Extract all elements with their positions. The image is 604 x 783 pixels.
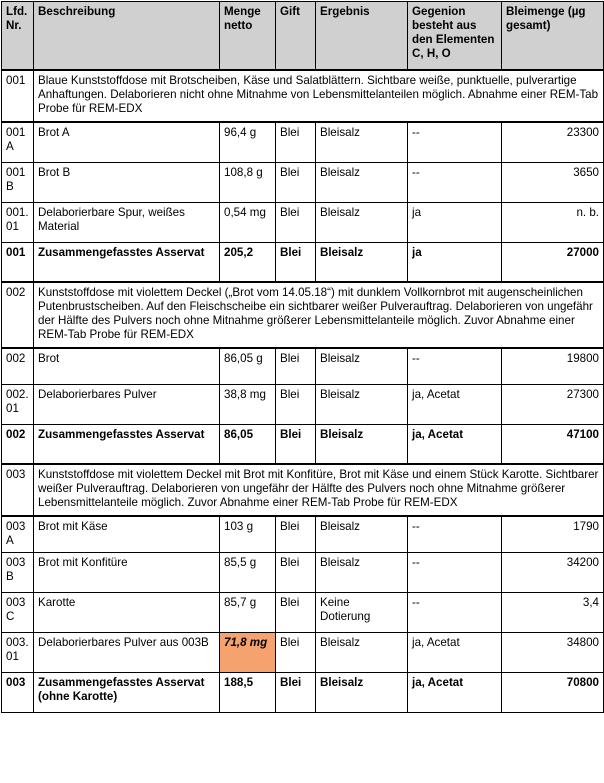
cell-gift: Blei xyxy=(276,162,316,202)
cell-ergebnis: Bleisalz xyxy=(316,673,408,713)
cell-nr: 001. 01 xyxy=(2,202,34,242)
cell-bleimenge: 27000 xyxy=(502,242,604,282)
group-description-row xyxy=(2,282,604,348)
table-row xyxy=(2,384,604,424)
cell-gegenion: -- xyxy=(408,593,502,633)
cell-menge: 96,4 g xyxy=(220,122,276,162)
cell-beschreibung: Brot mit Käse xyxy=(34,516,220,553)
cell-bleimenge: n. b. xyxy=(502,202,604,242)
cell-nr: 003 A xyxy=(2,516,34,553)
cell-nr: 002. 01 xyxy=(2,384,34,424)
cell-beschreibung: Zusammengefasstes Asservat xyxy=(34,424,220,464)
header-menge: Menge netto xyxy=(220,2,276,71)
group-nr: 001 xyxy=(2,70,34,122)
cell-ergebnis: Bleisalz xyxy=(316,633,408,673)
cell-nr: 003 B xyxy=(2,553,34,593)
cell-gift: Blei xyxy=(276,384,316,424)
cell-gift: Blei xyxy=(276,348,316,384)
header-lfd-nr: Lfd. Nr. xyxy=(2,2,34,71)
cell-gift: Blei xyxy=(276,202,316,242)
cell-beschreibung: Brot A xyxy=(34,122,220,162)
cell-beschreibung: Brot mit Konfitüre xyxy=(34,553,220,593)
cell-beschreibung: Delaborierbare Spur, weißes Material xyxy=(34,202,220,242)
cell-nr: 002 xyxy=(2,424,34,464)
cell-bleimenge: 19800 xyxy=(502,348,604,384)
cell-gegenion: ja xyxy=(408,242,502,282)
cell-menge: 108,8 g xyxy=(220,162,276,202)
cell-ergebnis: Bleisalz xyxy=(316,122,408,162)
cell-gift: Blei xyxy=(276,424,316,464)
cell-menge: 85,5 g xyxy=(220,553,276,593)
group-nr: 002 xyxy=(2,282,34,348)
cell-bleimenge: 1790 xyxy=(502,516,604,553)
table-header-row xyxy=(2,2,604,71)
cell-ergebnis: Bleisalz xyxy=(316,242,408,282)
cell-ergebnis: Bleisalz xyxy=(316,384,408,424)
cell-bleimenge: 34800 xyxy=(502,633,604,673)
cell-nr: 001 A xyxy=(2,122,34,162)
cell-bleimenge: 3650 xyxy=(502,162,604,202)
cell-gift: Blei xyxy=(276,516,316,553)
group-description-row xyxy=(2,70,604,122)
cell-beschreibung: Zusammengefasstes Asservat (ohne Karotte) xyxy=(34,673,220,713)
cell-gift: Blei xyxy=(276,593,316,633)
cell-menge: 188,5 xyxy=(220,673,276,713)
cell-gegenion: ja, Acetat xyxy=(408,673,502,713)
cell-ergebnis: Bleisalz xyxy=(316,424,408,464)
summary-row xyxy=(2,424,604,464)
cell-gegenion: ja xyxy=(408,202,502,242)
cell-gift: Blei xyxy=(276,633,316,673)
cell-gift: Blei xyxy=(276,122,316,162)
table-row xyxy=(2,593,604,633)
cell-menge: 205,2 xyxy=(220,242,276,282)
group-description: Blaue Kunststoffdose mit Brotscheiben, Käse und Salatblättern. Sichtbare weiße, punktuelle, pulverartige Anhaftungen. Delaborieren nicht ohne Mitnahme von Lebensmittelanteilen möglich. Abnahme einer REM-Tab Probe für REM-EDX xyxy=(34,70,604,122)
cell-gegenion: -- xyxy=(408,516,502,553)
cell-gift: Blei xyxy=(276,242,316,282)
cell-gegenion: -- xyxy=(408,348,502,384)
table-row xyxy=(2,162,604,202)
cell-ergebnis: Keine Dotierung xyxy=(316,593,408,633)
cell-menge: 38,8 mg xyxy=(220,384,276,424)
table-row xyxy=(2,348,604,384)
header-bleimenge: Bleimenge (µg gesamt) xyxy=(502,2,604,71)
header-gift: Gift xyxy=(276,2,316,71)
summary-row xyxy=(2,242,604,282)
lead-analysis-table xyxy=(1,1,604,713)
table-row xyxy=(2,202,604,242)
header-ergebnis: Ergebnis xyxy=(316,2,408,71)
cell-nr: 001 B xyxy=(2,162,34,202)
cell-nr: 001 xyxy=(2,242,34,282)
cell-menge: 103 g xyxy=(220,516,276,553)
cell-bleimenge: 3,4 xyxy=(502,593,604,633)
cell-menge: 86,05 g xyxy=(220,348,276,384)
group-nr: 003 xyxy=(2,464,34,516)
cell-beschreibung: Brot B xyxy=(34,162,220,202)
group-description: Kunststoffdose mit violettem Deckel mit Brot mit Konfitüre, Brot mit Käse und einem Stück Karotte. Sichtbarer weißer Pulverauftrag. Delaborieren von ungefähr der Hälfte des Pulvers noch ohne Mitnahme größerer Lebensmittelanteile möglich. Zuvor Abnahme einer REM-Tab Probe für REM-EDX xyxy=(34,464,604,516)
cell-menge-highlighted: 71,8 mg xyxy=(220,633,276,673)
cell-ergebnis: Bleisalz xyxy=(316,348,408,384)
group-description-row xyxy=(2,464,604,516)
cell-gegenion: -- xyxy=(408,162,502,202)
cell-beschreibung: Delaborierbares Pulver xyxy=(34,384,220,424)
cell-bleimenge: 23300 xyxy=(502,122,604,162)
table-row xyxy=(2,122,604,162)
cell-ergebnis: Bleisalz xyxy=(316,202,408,242)
cell-ergebnis: Bleisalz xyxy=(316,516,408,553)
cell-menge: 85,7 g xyxy=(220,593,276,633)
cell-gift: Blei xyxy=(276,553,316,593)
cell-gegenion: -- xyxy=(408,122,502,162)
cell-menge: 0,54 mg xyxy=(220,202,276,242)
cell-nr: 003 C xyxy=(2,593,34,633)
cell-bleimenge: 47100 xyxy=(502,424,604,464)
cell-gegenion: -- xyxy=(408,553,502,593)
cell-ergebnis: Bleisalz xyxy=(316,553,408,593)
table-row xyxy=(2,633,604,673)
cell-gegenion: ja, Acetat xyxy=(408,424,502,464)
cell-bleimenge: 27300 xyxy=(502,384,604,424)
cell-beschreibung: Delaborierbares Pulver aus 003B xyxy=(34,633,220,673)
group-description: Kunststoffdose mit violettem Deckel („Brot vom 14.05.18“) mit dunklem Vollkornbrot mit augenscheinlichen Putenbrustscheiben. Auf den Fleischscheibe ein sichtbarer weißer Pulverauftrag. Delaborieren von ungefähr der Hälfte des Pulvers noch ohne Mitnahme größerer Lebensmittelanteile möglich. Zuvor Abnahme einer REM-Tab Probe für REM-EDX xyxy=(34,282,604,348)
cell-nr: 003 xyxy=(2,673,34,713)
cell-nr: 003. 01 xyxy=(2,633,34,673)
cell-menge: 86,05 xyxy=(220,424,276,464)
cell-beschreibung: Brot xyxy=(34,348,220,384)
cell-gegenion: ja, Acetat xyxy=(408,633,502,673)
table-row xyxy=(2,553,604,593)
cell-beschreibung: Karotte xyxy=(34,593,220,633)
cell-beschreibung: Zusammengefasstes Asservat xyxy=(34,242,220,282)
cell-bleimenge: 34200 xyxy=(502,553,604,593)
summary-row xyxy=(2,673,604,713)
cell-ergebnis: Bleisalz xyxy=(316,162,408,202)
cell-gift: Blei xyxy=(276,673,316,713)
header-beschreibung: Beschreibung xyxy=(34,2,220,71)
cell-gegenion: ja, Acetat xyxy=(408,384,502,424)
cell-nr: 002 xyxy=(2,348,34,384)
table-row xyxy=(2,516,604,553)
cell-bleimenge: 70800 xyxy=(502,673,604,713)
header-gegenion: Gegenion besteht aus den Elementen C, H, O xyxy=(408,2,502,71)
